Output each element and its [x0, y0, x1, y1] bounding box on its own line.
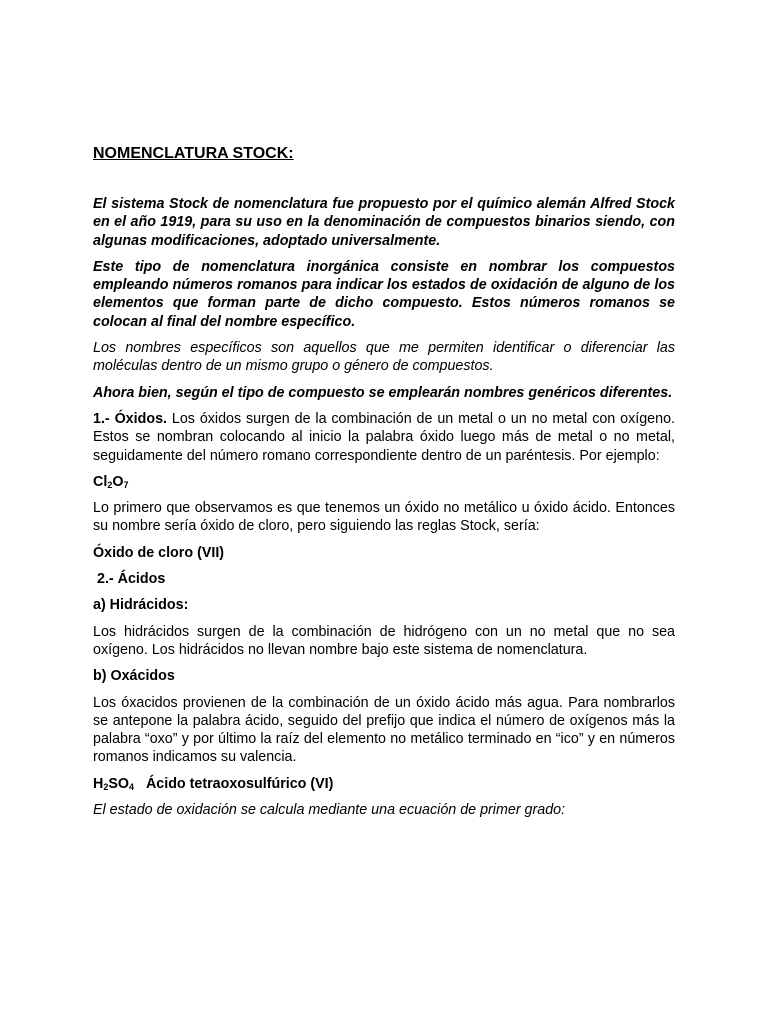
- closing-paragraph: El estado de oxidación se calcula mediante una ecuación de primer grado:: [93, 802, 566, 819]
- formula-subscript: 4: [129, 781, 135, 792]
- formula-subscript: 7: [123, 479, 129, 490]
- intro-paragraph-3: Los nombres específicos son aquellos que me permiten identificar o diferenciar las moléculas dentro de un mismo grupo o género de compuestos.: [93, 340, 675, 375]
- explanation-paragraph: Lo primero que observamos es que tenemos un óxido no metálico u óxido ácido. Entonces su nombre sería óxido de cloro, pero siguiendo las reglas Stock, sería:: [93, 500, 675, 535]
- formula-element: H: [93, 775, 104, 792]
- acid-name: Ácido tetraoxosulfúrico (VI): [145, 775, 334, 792]
- intro-paragraph-4: Ahora bien, según el tipo de compuesto se emplearán nombres genéricos diferentes.: [93, 384, 673, 401]
- formula-cl2o7: [93, 473, 675, 491]
- oxacidos-heading: b) Oxácidos: [93, 668, 175, 685]
- oxide-name: Óxido de cloro (VII): [93, 544, 225, 561]
- oxidos-heading: 1.- Óxidos.: [93, 410, 167, 427]
- formula-h2so4-line: [93, 775, 675, 793]
- acidos-heading: 2.- Ácidos: [97, 571, 166, 588]
- hidracidos-heading: a) Hidrácidos:: [93, 597, 189, 614]
- intro-paragraph-2: Este tipo de nomenclatura inorgánica consiste en nombrar los compuestos empleando números romanos para indicar los estados de oxidación de alguno de los elementos que forman parte de dicho compuesto. Estos números romanos se colocan al final del nombre específico.: [93, 258, 675, 330]
- hidracidos-paragraph: Los hidrácidos surgen de la combinación de hidrógeno con un no metal que no sea oxígeno. Los hidrácidos no llevan nombre bajo este sistema de nomenclatura.: [93, 623, 675, 658]
- intro-paragraph-1: El sistema Stock de nomenclatura fue propuesto por el químico alemán Alfred Stock en el año 1919, para su uso en la denominación de compuestos binarios siendo, con algunas modificaciones, adoptado universalmente.: [93, 196, 675, 249]
- formula-element: Cl: [93, 473, 108, 490]
- formula-element: O: [112, 473, 124, 490]
- formula-element: SO: [108, 775, 130, 792]
- oxacidos-paragraph: Los óxacidos provienen de la combinación de un óxido ácido más agua. Para nombrarlos se antepone la palabra ácido, seguido del prefijo que indica el número de oxígenos más la palabra “oxo” y por último la raíz del elemento no metálico terminado en “ico” y en números romanos indicamos su valencia.: [93, 694, 675, 766]
- oxidos-text: Los óxidos surgen de la combinación de un metal o un no metal con oxígeno. Estos se nombran colocando al inicio la palabra óxido luego más de metal o no metal, seguidamente del número romano correspondiente dentro de un paréntesis. Por ejemplo:: [93, 410, 675, 464]
- page-title: NOMENCLATURA STOCK:: [93, 145, 294, 162]
- oxidos-paragraph: [93, 410, 675, 465]
- formula-subscript: 2: [103, 781, 109, 792]
- formula-subscript: 2: [107, 479, 113, 490]
